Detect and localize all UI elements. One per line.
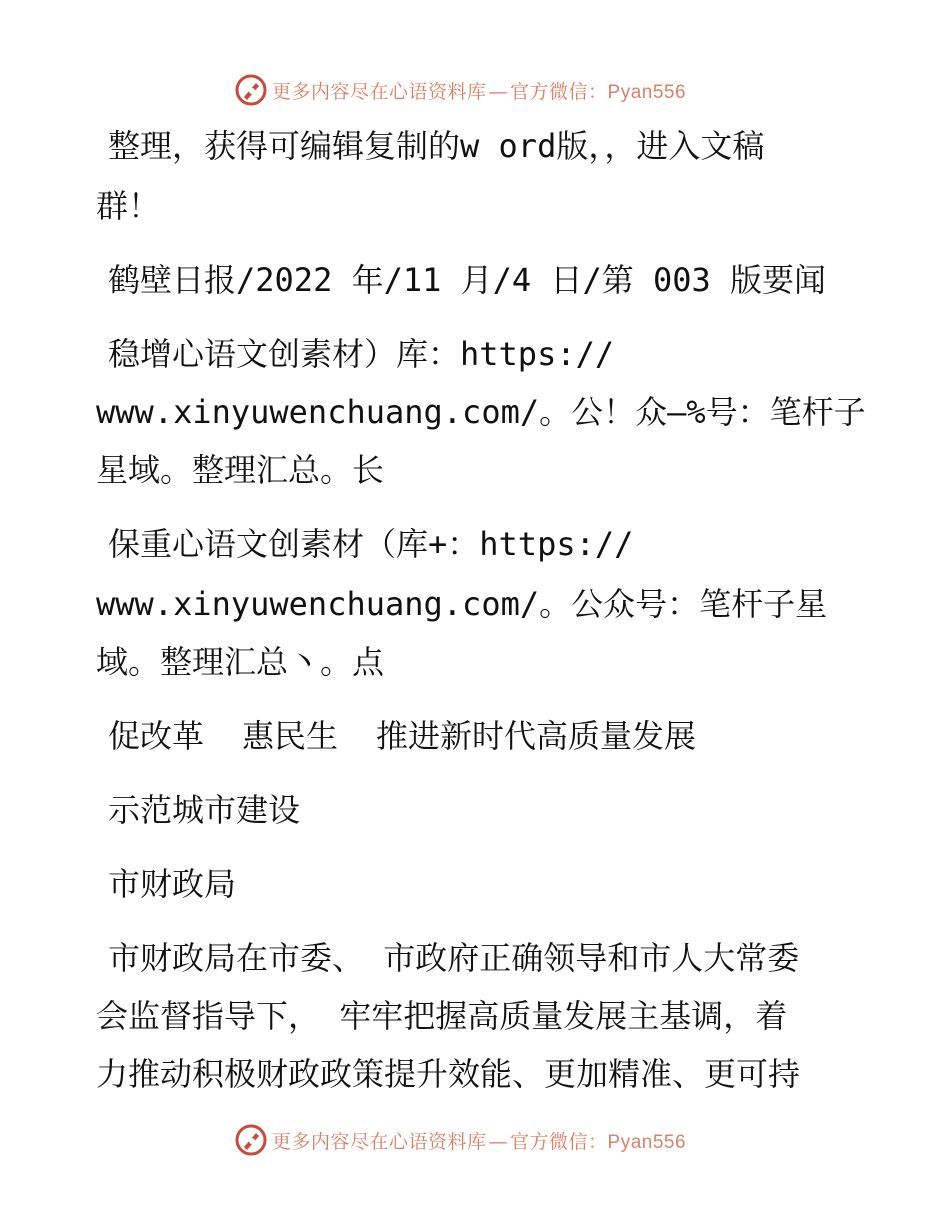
paragraph-line: 群！ [96,187,161,225]
watermark-sep: — [488,80,509,103]
paragraph-line: 力推动积极财政政策提升效能、更加精准、更可持 [96,1055,801,1093]
headline-part: 惠民生 [242,717,339,755]
dateline: 鹤壁日报/2022 年/11 月/4 日/第 003 版要闻 [108,261,827,299]
headline-part: 推进新时代高质量发展 [376,717,697,755]
watermark-main: 更多内容尽在心语资料库 [272,1130,487,1153]
watermark-main: 更多内容尽在心语资料库 [272,80,487,103]
headline-part: 促改革 [108,717,205,755]
pen-circle-icon [234,1123,268,1157]
paragraph-line: 整理，获得可编辑复制的w ord版，，进入文稿 [108,127,765,165]
paragraph-line: www.xinyuwenchuang.com/。公！众—%号：笔杆子 [96,393,866,431]
watermark-text [272,1127,686,1154]
watermark-wx-id: Pyan556 [607,1131,687,1153]
headline-line [108,716,696,756]
paragraph-line: 星域。整理汇总。长 [96,451,385,489]
watermark-sep: — [488,1130,509,1153]
paragraph-line: 稳增心语文创素材）库：https:// [108,335,615,373]
headline-line: 示范城市建设 [108,791,301,829]
paragraph-line: 市财政局在市委、 市政府正确领导和市人大常委 [108,939,800,977]
paragraph-line: www.xinyuwenchuang.com/。公众号：笔杆子星 [96,585,828,623]
paragraph-line: 保重心语文创素材（库+：https:// [108,525,634,563]
watermark-wx-label: 官方微信： [510,1130,608,1153]
watermark-wx-id: Pyan556 [607,81,687,103]
byline: 市财政局 [108,865,237,903]
paragraph-line: 会监督指导下， 牢牢把握高质量发展主基调，着 [96,997,788,1035]
footer-watermark-banner [234,1120,686,1160]
paragraph-line: 域。整理汇总丶。点 [96,643,385,681]
watermark-wx-label: 官方微信： [510,80,608,103]
